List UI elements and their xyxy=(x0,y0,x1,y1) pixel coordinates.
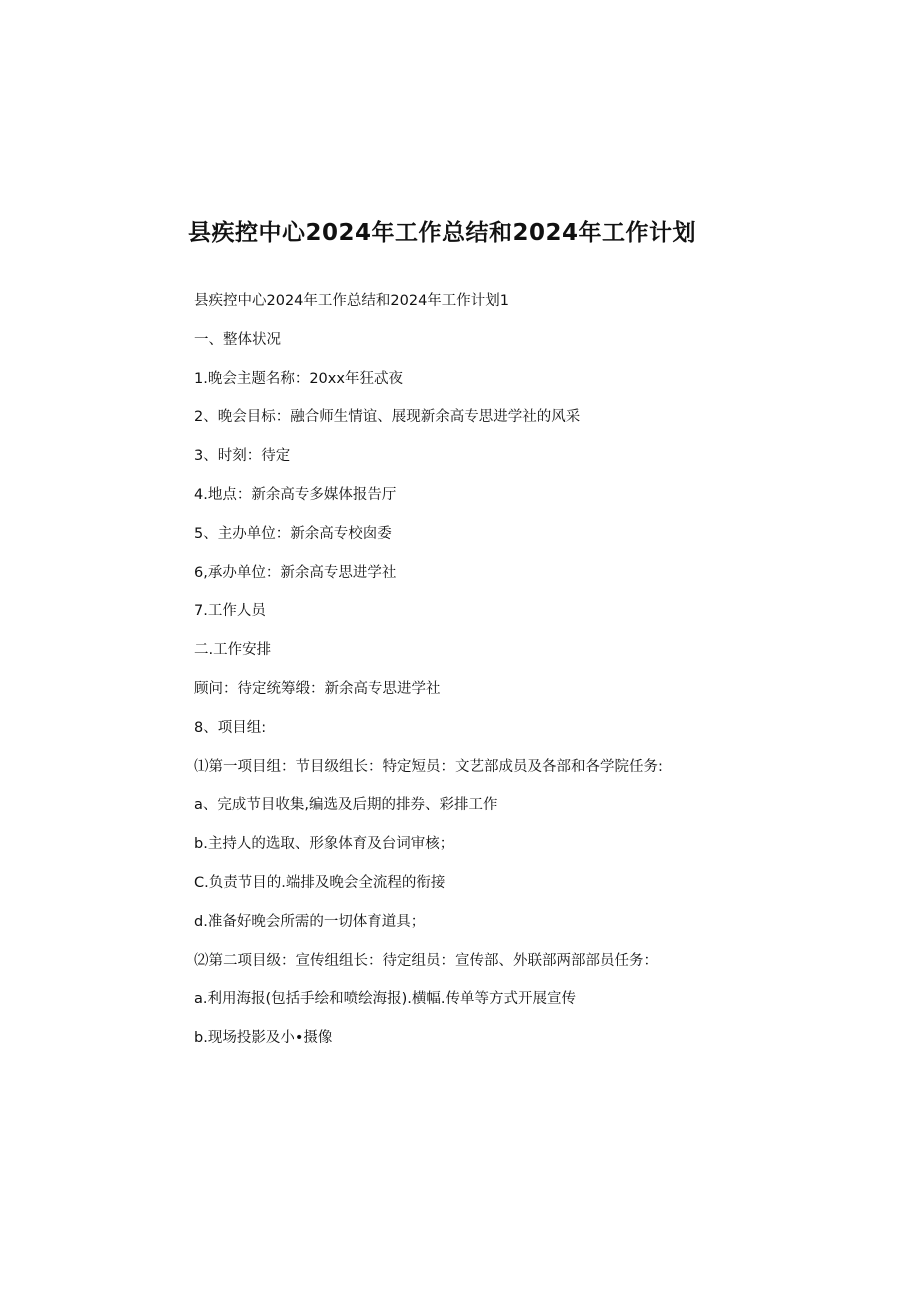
body-line: 县疾控中心2024年工作总结和2024年工作计划1 xyxy=(194,293,510,309)
body-line: 3、时刻：待定 xyxy=(194,448,291,465)
document-title: 县疾控中心2024年工作总结和2024年工作计划 xyxy=(187,220,697,246)
body-line: 5、主办单位：新余高专校囱委 xyxy=(194,525,392,542)
body-line: ⑴第一项目组：节目级组长：特定短员：文艺部成员及各部和各学院任务: xyxy=(194,758,663,775)
body-line: 顾问：待定统筹缎：新余高专思进学社 xyxy=(194,680,441,697)
body-line: C.负责节目的.端排及晚会全流程的衔接 xyxy=(194,874,446,891)
body-line: b.主持人的选取、形象体育及台词审核； xyxy=(194,836,455,853)
body-line: ⑵第二项目级：宣传组组长：待定组员：宣传部、外联部两部部员任务： xyxy=(194,952,658,969)
body-line: 一、整体状况 xyxy=(194,331,281,348)
body-line: a、完成节目收集,编选及后期的排券、彩排工作 xyxy=(194,797,498,814)
body-line: d.准备好晚会所需的一切体育道具； xyxy=(194,913,426,930)
body-line: 7.工作人员 xyxy=(194,603,266,620)
body-line: a.利用海报(包括手绘和喷绘海报).横幅.传单等方式开展宣传 xyxy=(194,991,577,1008)
body-line: 1.晚会主题名称：20xx年狂忒夜 xyxy=(194,370,403,387)
body-line: 6,承办单位：新余高专思进学社 xyxy=(194,564,397,581)
body-line: 2、晚会目标：融合师生情谊、展现新余高专思进学社的风采 xyxy=(194,409,581,426)
body-line: 二.工作安排 xyxy=(194,642,272,659)
body-line: b.现场投影及小•摄像 xyxy=(194,1030,333,1047)
body-line: 4.地点：新余高专多媒体报告厅 xyxy=(194,486,397,503)
body-line: 8、项目组: xyxy=(194,719,267,736)
document-body xyxy=(194,282,834,1058)
